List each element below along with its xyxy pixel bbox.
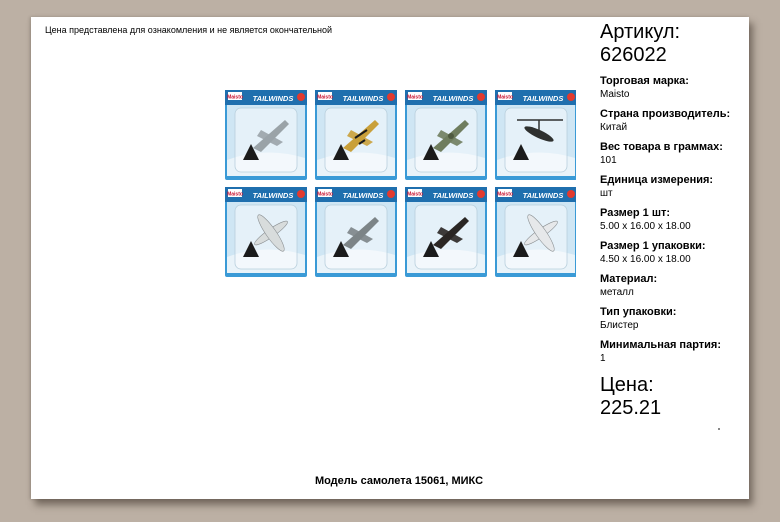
property-value: 5.00 x 16.00 x 18.00: [600, 221, 691, 232]
catalog-sheet: [31, 17, 749, 499]
badge-icon: [297, 190, 305, 198]
property-package-size: [600, 239, 745, 267]
badge-icon: [477, 190, 485, 198]
product-info-panel: [600, 21, 745, 420]
brand-logo: Maisto: [497, 94, 513, 101]
decorative-dot: [718, 428, 720, 430]
blister-package: [315, 90, 397, 180]
badge-icon: [297, 93, 305, 101]
blister-package: [405, 90, 487, 180]
badge-icon: [477, 93, 485, 101]
price-value: 225.21: [600, 397, 662, 419]
product-name: Модель самолета 15061, МИКС: [314, 475, 484, 487]
series-logo: TAILWINDS: [432, 94, 474, 103]
series-logo: TAILWINDS: [252, 94, 294, 103]
badge-icon: [567, 93, 575, 101]
brand-logo: Maisto: [497, 191, 513, 198]
property-package-type: [600, 305, 745, 333]
property-value: Maisto: [600, 89, 630, 100]
article-number: 626022: [600, 44, 667, 66]
property-label: Вес товара в граммах:: [600, 141, 723, 153]
property-list: [600, 74, 745, 366]
blister-package: [405, 187, 487, 277]
series-logo: TAILWINDS: [342, 191, 384, 200]
series-logo: TAILWINDS: [522, 191, 564, 200]
badge-icon: [387, 93, 395, 101]
property-country: [600, 107, 745, 135]
badge-icon: [567, 190, 575, 198]
series-logo: TAILWINDS: [522, 94, 564, 103]
property-value: 1: [600, 353, 606, 364]
property-value: металл: [600, 287, 634, 298]
camo-spot: [448, 133, 454, 139]
property-min-order: [600, 338, 745, 366]
blister-package: [495, 187, 576, 277]
blister-package: [495, 90, 576, 180]
property-label: Минимальная партия:: [600, 339, 721, 351]
blister-package: [225, 187, 307, 277]
brand-logo: Maisto: [317, 191, 333, 198]
price-disclaimer: Цена представлена для ознакомления и не является окончательной: [45, 25, 333, 35]
product-photo: [224, 89, 576, 277]
property-material: [600, 272, 745, 300]
price-label: Цена:: [600, 374, 654, 396]
property-brand: [600, 74, 745, 102]
property-value: 101: [600, 155, 617, 166]
blister-package: [315, 187, 397, 277]
property-unit: [600, 173, 745, 201]
brand-logo: Maisto: [227, 94, 243, 101]
property-label: Единица измерения:: [600, 174, 714, 186]
brand-logo: Maisto: [407, 94, 423, 101]
series-logo: TAILWINDS: [342, 94, 384, 103]
article-label: Артикул:: [600, 21, 681, 43]
property-label: Размер 1 шт:: [600, 207, 671, 219]
property-value: Блистер: [600, 320, 639, 331]
property-weight: [600, 140, 745, 168]
property-value: 4.50 x 16.00 x 18.00: [600, 254, 691, 265]
blister-package: [225, 90, 307, 180]
brand-logo: Maisto: [317, 94, 333, 101]
blister-bubble: [505, 108, 567, 172]
brand-logo: Maisto: [227, 191, 243, 198]
property-label: Материал:: [600, 273, 658, 285]
property-item-size: [600, 206, 745, 234]
price-block: [600, 374, 745, 420]
property-value: Китай: [600, 122, 628, 133]
series-logo: TAILWINDS: [252, 191, 294, 200]
series-logo: TAILWINDS: [432, 191, 474, 200]
property-label: Тип упаковки:: [600, 306, 677, 318]
property-label: Торговая марка:: [600, 75, 689, 87]
brand-logo: Maisto: [407, 191, 423, 198]
property-value: шт: [600, 188, 613, 199]
property-label: Размер 1 упаковки:: [600, 240, 706, 252]
badge-icon: [387, 190, 395, 198]
property-label: Страна производитель:: [600, 108, 731, 120]
article-block: [600, 21, 745, 67]
